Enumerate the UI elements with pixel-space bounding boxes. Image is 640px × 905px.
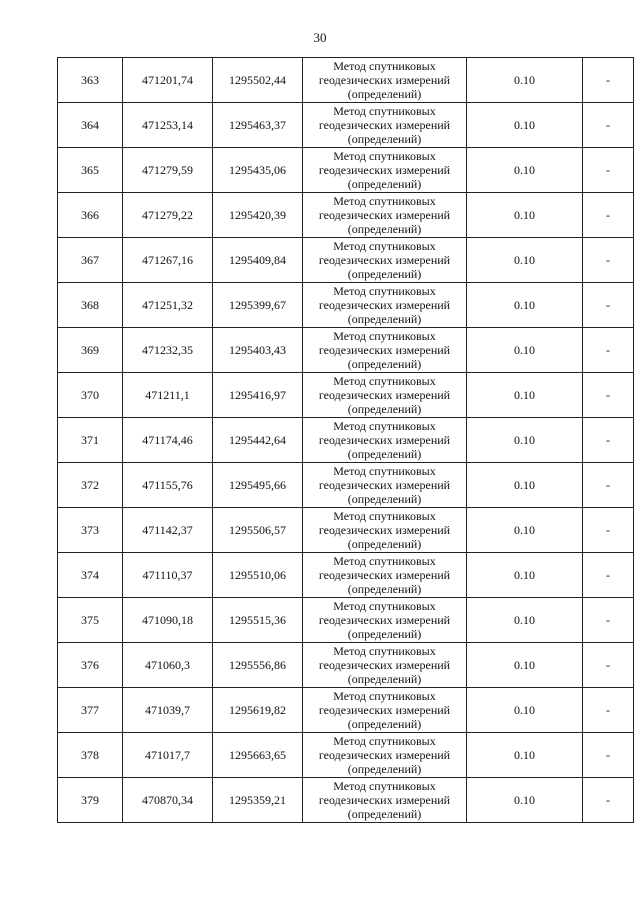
extra-cell [583,373,634,418]
point-number-cell [58,598,123,643]
point-number-cell [58,58,123,103]
y-coordinate-text: 1295435,06 [229,163,286,177]
method-line: Метод спутниковых [333,194,436,208]
table-row [58,733,634,778]
method-line: Метод спутниковых [333,419,436,433]
x-coordinate-cell [123,733,213,778]
method-cell [303,193,467,238]
accuracy-text: 0.10 [514,208,535,222]
y-coordinate-text: 1295495,66 [229,478,286,492]
table-row [58,643,634,688]
extra-cell [583,463,634,508]
y-coordinate-cell [213,418,303,463]
x-coordinate-cell [123,598,213,643]
extra-text: - [606,73,610,87]
extra-cell [583,553,634,598]
y-coordinate-text: 1295663,65 [229,748,286,762]
y-coordinate-cell [213,103,303,148]
extra-text: - [606,118,610,132]
point-number-cell [58,328,123,373]
extra-cell [583,283,634,328]
accuracy-text: 0.10 [514,478,535,492]
method-line: Метод спутниковых [333,644,436,658]
extra-cell [583,508,634,553]
extra-text: - [606,703,610,717]
y-coordinate-cell [213,238,303,283]
extra-cell [583,103,634,148]
point-number-text: 373 [81,523,99,537]
accuracy-cell [467,733,583,778]
method-line: (определений) [347,267,422,281]
x-coordinate-cell [123,418,213,463]
table-row [58,778,634,823]
table-row [58,58,634,103]
extra-cell [583,193,634,238]
table-row [58,463,634,508]
method-line: Метод спутниковых [333,329,436,343]
x-coordinate-cell [123,193,213,238]
accuracy-text: 0.10 [514,523,535,537]
x-coordinate-cell [123,148,213,193]
method-cell [303,103,467,148]
method-line: Метод спутниковых [333,104,436,118]
x-coordinate-text: 471060,3 [145,658,190,672]
accuracy-cell [467,58,583,103]
method-cell [303,238,467,283]
point-number-cell [58,103,123,148]
y-coordinate-cell [213,733,303,778]
y-coordinate-text: 1295409,84 [229,253,286,267]
y-coordinate-text: 1295556,86 [229,658,286,672]
table-row [58,328,634,373]
method-line: (определений) [347,447,422,461]
point-number-text: 374 [81,568,99,582]
accuracy-cell [467,328,583,373]
point-number-text: 376 [81,658,99,672]
point-number-cell [58,193,123,238]
point-number-cell [58,778,123,823]
point-number-cell [58,643,123,688]
point-number-cell [58,733,123,778]
method-line: Метод спутниковых [333,464,436,478]
point-number-text: 369 [81,343,99,357]
extra-text: - [606,388,610,402]
extra-cell [583,643,634,688]
method-cell [303,418,467,463]
method-line: геодезических измерений [318,118,451,132]
extra-text: - [606,433,610,447]
method-line: геодезических измерений [318,433,451,447]
extra-text: - [606,523,610,537]
y-coordinate-cell [213,598,303,643]
extra-text: - [606,613,610,627]
x-coordinate-cell [123,328,213,373]
accuracy-cell [467,463,583,508]
point-number-cell [58,283,123,328]
y-coordinate-text: 1295510,06 [229,568,286,582]
x-coordinate-text: 471267,16 [142,253,193,267]
accuracy-text: 0.10 [514,73,535,87]
extra-cell [583,418,634,463]
extra-text: - [606,253,610,267]
x-coordinate-text: 471201,74 [142,73,193,87]
x-coordinate-text: 471142,37 [142,523,193,537]
x-coordinate-text: 471090,18 [142,613,193,627]
method-line: геодезических измерений [318,253,451,267]
accuracy-text: 0.10 [514,298,535,312]
method-line: Метод спутниковых [333,689,436,703]
extra-text: - [606,793,610,807]
point-number-text: 368 [81,298,99,312]
table-row [58,553,634,598]
accuracy-cell [467,373,583,418]
extra-cell [583,238,634,283]
x-coordinate-cell [123,463,213,508]
method-line: (определений) [347,87,422,101]
y-coordinate-text: 1295619,82 [229,703,286,717]
method-line: Метод спутниковых [333,374,436,388]
x-coordinate-text: 471279,22 [142,208,193,222]
table-row [58,103,634,148]
method-line: (определений) [347,132,422,146]
extra-text: - [606,748,610,762]
y-coordinate-cell [213,193,303,238]
accuracy-cell [467,193,583,238]
point-number-cell [58,508,123,553]
method-line: (определений) [347,627,422,641]
method-line: (определений) [347,357,422,371]
point-number-text: 367 [81,253,99,267]
method-line: геодезических измерений [318,748,451,762]
x-coordinate-text: 471251,32 [142,298,193,312]
x-coordinate-cell [123,238,213,283]
method-line: Метод спутниковых [333,599,436,613]
method-line: (определений) [347,492,422,506]
accuracy-cell [467,238,583,283]
point-number-cell [58,553,123,598]
method-cell [303,148,467,193]
y-coordinate-cell [213,553,303,598]
y-coordinate-text: 1295502,44 [229,73,286,87]
y-coordinate-text: 1295420,39 [229,208,286,222]
method-line: геодезических измерений [318,703,451,717]
x-coordinate-text: 471211,1 [145,388,190,402]
accuracy-text: 0.10 [514,343,535,357]
point-number-cell [58,418,123,463]
y-coordinate-text: 1295515,36 [229,613,286,627]
x-coordinate-cell [123,103,213,148]
table-row [58,283,634,328]
extra-cell [583,598,634,643]
method-line: Метод спутниковых [333,149,436,163]
y-coordinate-text: 1295506,57 [229,523,286,537]
point-number-cell [58,373,123,418]
method-line: (определений) [347,312,422,326]
extra-text: - [606,208,610,222]
accuracy-cell [467,283,583,328]
point-number-text: 371 [81,433,99,447]
x-coordinate-cell [123,373,213,418]
method-cell [303,283,467,328]
x-coordinate-cell [123,643,213,688]
accuracy-text: 0.10 [514,703,535,717]
method-cell [303,328,467,373]
accuracy-text: 0.10 [514,163,535,177]
point-number-text: 372 [81,478,99,492]
x-coordinate-cell [123,553,213,598]
y-coordinate-cell [213,148,303,193]
y-coordinate-text: 1295399,67 [229,298,286,312]
method-line: геодезических измерений [318,793,451,807]
method-line: геодезических измерений [318,298,451,312]
extra-cell [583,778,634,823]
method-line: геодезических измерений [318,208,451,222]
accuracy-cell [467,418,583,463]
y-coordinate-cell [213,688,303,733]
method-cell [303,778,467,823]
point-number-text: 370 [81,388,99,402]
x-coordinate-text: 471039,7 [145,703,190,717]
accuracy-text: 0.10 [514,793,535,807]
accuracy-text: 0.10 [514,613,535,627]
accuracy-text: 0.10 [514,253,535,267]
point-number-cell [58,148,123,193]
y-coordinate-text: 1295463,37 [229,118,286,132]
extra-text: - [606,658,610,672]
x-coordinate-text: 471174,46 [142,433,193,447]
x-coordinate-text: 471110,37 [142,568,193,582]
x-coordinate-text: 471232,35 [142,343,193,357]
accuracy-text: 0.10 [514,658,535,672]
point-number-text: 377 [81,703,99,717]
coordinates-table [57,57,634,823]
method-line: Метод спутниковых [333,734,436,748]
method-line: геодезических измерений [318,478,451,492]
method-line: Метод спутниковых [333,239,436,253]
table-row [58,193,634,238]
extra-text: - [606,163,610,177]
accuracy-text: 0.10 [514,118,535,132]
point-number-text: 375 [81,613,99,627]
extra-text: - [606,568,610,582]
table-row [58,238,634,283]
extra-text: - [606,478,610,492]
accuracy-cell [467,103,583,148]
x-coordinate-cell [123,778,213,823]
accuracy-text: 0.10 [514,748,535,762]
accuracy-text: 0.10 [514,433,535,447]
point-number-text: 379 [81,793,99,807]
method-line: (определений) [347,537,422,551]
y-coordinate-text: 1295416,97 [229,388,286,402]
method-line: (определений) [347,762,422,776]
extra-cell [583,58,634,103]
method-cell [303,508,467,553]
accuracy-text: 0.10 [514,388,535,402]
y-coordinate-text: 1295403,43 [229,343,286,357]
accuracy-cell [467,148,583,193]
method-line: (определений) [347,807,422,821]
accuracy-cell [467,643,583,688]
coordinates-table-body [58,58,634,823]
y-coordinate-text: 1295442,64 [229,433,286,447]
accuracy-text: 0.10 [514,568,535,582]
method-cell [303,463,467,508]
method-cell [303,553,467,598]
method-cell [303,373,467,418]
method-line: Метод спутниковых [333,284,436,298]
point-number-text: 364 [81,118,99,132]
method-line: геодезических измерений [318,613,451,627]
method-line: геодезических измерений [318,163,451,177]
method-line: (определений) [347,582,422,596]
method-line: геодезических измерений [318,568,451,582]
point-number-text: 363 [81,73,99,87]
method-line: (определений) [347,672,422,686]
method-line: геодезических измерений [318,388,451,402]
method-line: (определений) [347,177,422,191]
accuracy-cell [467,778,583,823]
x-coordinate-text: 471017,7 [145,748,190,762]
y-coordinate-cell [213,463,303,508]
extra-cell [583,688,634,733]
table-row [58,688,634,733]
y-coordinate-cell [213,643,303,688]
x-coordinate-text: 471279,59 [142,163,193,177]
point-number-text: 366 [81,208,99,222]
method-line: Метод спутниковых [333,509,436,523]
method-cell [303,598,467,643]
method-cell [303,733,467,778]
table-row [58,373,634,418]
table-row [58,598,634,643]
method-line: геодезических измерений [318,73,451,87]
method-line: геодезических измерений [318,658,451,672]
y-coordinate-cell [213,58,303,103]
method-line: геодезических измерений [318,523,451,537]
x-coordinate-cell [123,688,213,733]
point-number-text: 365 [81,163,99,177]
x-coordinate-cell [123,58,213,103]
method-cell [303,688,467,733]
extra-cell [583,148,634,193]
point-number-cell [58,688,123,733]
point-number-cell [58,463,123,508]
point-number-cell [58,238,123,283]
table-row [58,148,634,193]
accuracy-cell [467,598,583,643]
y-coordinate-text: 1295359,21 [229,793,286,807]
y-coordinate-cell [213,508,303,553]
extra-cell [583,328,634,373]
extra-cell [583,733,634,778]
method-line: (определений) [347,402,422,416]
x-coordinate-cell [123,508,213,553]
x-coordinate-cell [123,283,213,328]
point-number-text: 378 [81,748,99,762]
accuracy-cell [467,688,583,733]
method-cell [303,58,467,103]
table-row [58,508,634,553]
y-coordinate-cell [213,328,303,373]
accuracy-cell [467,508,583,553]
x-coordinate-text: 471253,14 [142,118,193,132]
page-number: 30 [313,30,327,45]
method-line: Метод спутниковых [333,779,436,793]
extra-text: - [606,298,610,312]
method-line: геодезических измерений [318,343,451,357]
method-line: (определений) [347,717,422,731]
y-coordinate-cell [213,283,303,328]
y-coordinate-cell [213,373,303,418]
accuracy-cell [467,553,583,598]
method-line: Метод спутниковых [333,554,436,568]
method-line: (определений) [347,222,422,236]
method-cell [303,643,467,688]
x-coordinate-text: 470870,34 [142,793,193,807]
extra-text: - [606,343,610,357]
x-coordinate-text: 471155,76 [142,478,193,492]
method-line: Метод спутниковых [333,59,436,73]
table-row [58,418,634,463]
y-coordinate-cell [213,778,303,823]
